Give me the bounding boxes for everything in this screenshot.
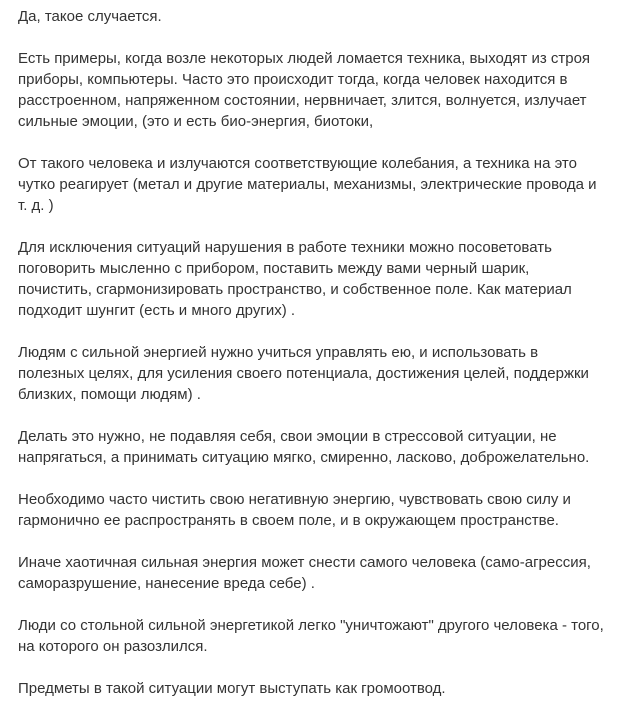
text-line: близких, помощи людям) . <box>18 386 201 403</box>
text-line: Делать это нужно, не подавляя себя, свои эмоции в стрессовой ситуации, не <box>18 428 557 445</box>
text-line: Людям с сильной энергией нужно учиться управлять ею, и использовать в <box>18 344 539 361</box>
text-line: приборы, компьютеры. Часто это происходит тогда, когда человек находится в <box>18 71 568 88</box>
text-line: Для исключения ситуаций нарушения в работе техники можно посоветовать <box>18 239 552 256</box>
text-line: почистить, сгармонизировать пространство, и собственное поле. Как материал <box>18 281 572 298</box>
paragraph <box>18 237 614 321</box>
paragraph <box>18 678 614 699</box>
text-line: поговорить мысленно с прибором, поставить между вами черный шарик, <box>18 260 530 277</box>
paragraph <box>18 489 614 531</box>
text-line: сильные эмоции, (это и есть био-энергия, биотоки, <box>18 113 374 130</box>
text-line: гармонично ее распространять в своем поле, и в окружающем пространстве. <box>18 512 559 529</box>
paragraph <box>18 342 614 405</box>
text-line: Предметы в такой ситуации могут выступать как громоотвод. <box>18 680 446 697</box>
paragraph <box>18 615 614 657</box>
text-line: т. д. ) <box>18 197 54 214</box>
paragraph <box>18 6 614 27</box>
text-line: Да, такое случается. <box>18 8 162 25</box>
text-line: Есть примеры, когда возле некоторых людей ломается техника, выходят из строя <box>18 50 591 67</box>
paragraph <box>18 552 614 594</box>
text-line: на которого он разозлился. <box>18 638 208 655</box>
text-line: напрягаться, а принимать ситуацию мягко, смиренно, ласково, доброжелательно. <box>18 449 590 466</box>
paragraph <box>18 426 614 468</box>
text-line: Иначе хаотичная сильная энергия может снести самого человека (само-агрессия, <box>18 554 591 571</box>
text-line: полезных целях, для усиления своего потенциала, достижения целей, поддержки <box>18 365 589 382</box>
text-line: саморазрушение, нанесение вреда себе) . <box>18 575 315 592</box>
paragraph <box>18 48 614 132</box>
post-body <box>18 6 614 699</box>
text-line: От такого человека и излучаются соответствующие колебания, а техника на это <box>18 155 577 172</box>
text-line: чутко реагирует (метал и другие материалы, механизмы, электрические провода и <box>18 176 597 193</box>
text-line: Необходимо часто чистить свою негативную энергию, чувствовать свою силу и <box>18 491 571 508</box>
text-line: расстроенном, напряженном состоянии, нервничает, злится, волнуется, излучает <box>18 92 587 109</box>
text-line: подходит шунгит (есть и много других) . <box>18 302 296 319</box>
paragraph <box>18 153 614 216</box>
text-line: Люди со стольной сильной энергетикой легко "уничтожают" другого человека - того, <box>18 617 604 634</box>
